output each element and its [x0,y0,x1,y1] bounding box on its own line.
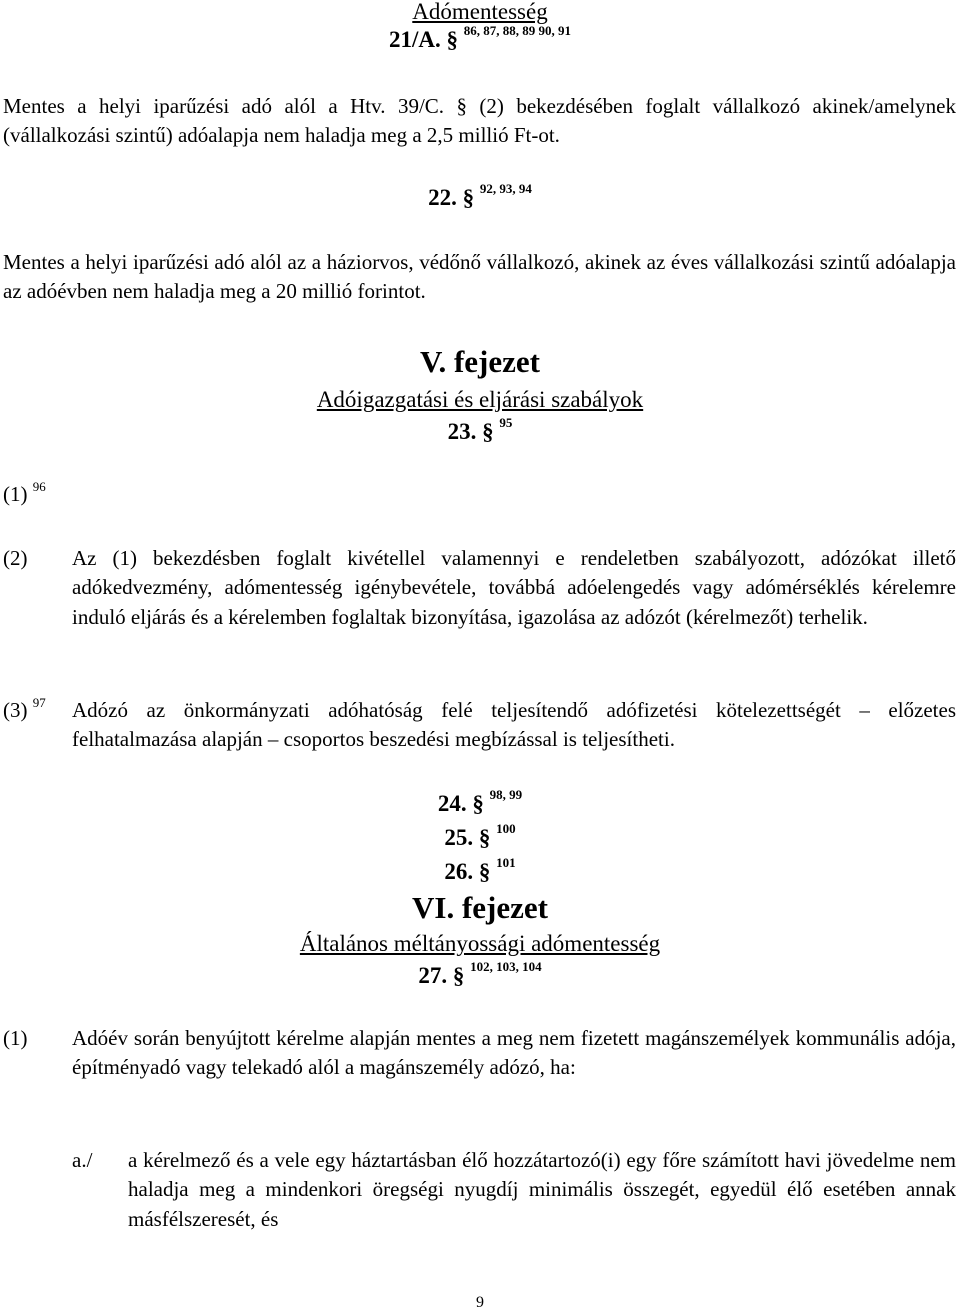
section-heading-25 [0,822,960,854]
footnote-refs: 92, 93, 94 [479,181,532,196]
paragraph-27-1-text: Adóév során benyújtott kérelme alapján mentes a meg nem fizetett magánszemélyek kommunális adója, építményadó vagy telekadó alól a magánszemély adózó, ha: [72,1026,956,1080]
section-label: 21/A. § [389,27,458,52]
section-heading-22 [0,182,960,214]
paragraph-1-number [3,480,46,509]
paragraph-3-text: Adózó az önkormányzati adóhatóság felé teljesítendő adófizetési kötelezettségét – előzetes felhatalmazása alapján – csoportos beszedési megbízással is teljesítheti. [72,698,956,752]
paragraph-27-1-number: (1) [3,1026,28,1050]
section-heading-21a [0,24,960,56]
section-label: 22. § [428,185,475,210]
section-label: 23. § [447,419,494,444]
paragraph-2-number: (2) [3,546,28,570]
footnote-ref: 97 [32,695,46,710]
page-number: 9 [476,1294,484,1311]
footnote-refs: 102, 103, 104 [470,959,542,974]
footnote-refs: 98, 99 [489,787,523,802]
paragraph-3-number [3,696,46,725]
chapter-vi-title: VI. fejezet [412,890,548,925]
section-heading-24 [0,788,960,820]
footnote-refs: 101 [496,855,516,870]
chapter-v-subtitle: Adóigazgatási és eljárási szabályok [316,387,644,412]
paragraph-2-text: Az (1) bekezdésben foglalt kivétellel valamennyi e rendeletben szabályozott, adózókat illető adókedvezmény, adómentesség igénybevétele, továbbá adóelengedés vagy adómérséklés kérelemre induló eljárás és a kérelemben foglaltak bizonyítása, igazolása az adózót (kérelmezőt) terhelik. [72,546,956,629]
footnote-refs: 86, 87, 88, 89 90, 91 [463,23,571,38]
section-label: 27. § [418,963,465,988]
section-title-adomentesseg: Adómentesség [412,0,548,24]
section-heading-26 [0,856,960,888]
section-label: 26. § [444,859,491,884]
paragraph-number: (1) [3,482,28,506]
section-label: 25. § [444,825,491,850]
section-label: 24. § [437,791,484,816]
list-item-label: a./ [72,1148,93,1172]
footnote-ref: 96 [32,479,46,494]
list-item-text: a kérelmező és a vele egy háztartásban élő hozzátartozó(i) egy főre számított havi jövedelme nem haladja meg a mindenkori öregségi nyugdíj minimális összegét, egyedül élő esetében annak másfélszeresét, és [128,1148,956,1231]
paragraph-number: (3) [3,698,28,722]
paragraph-21a: Mentes a helyi iparűzési adó alól a Htv. 39/C. § (2) bekezdésében foglalt vállalkozó akinek/amelynek (vállalkozási szintű) adóalapja nem haladja meg a 2,5 millió Ft-ot. [3,94,956,148]
chapter-vi-subtitle: Általános méltányossági adómentesség [299,931,661,956]
footnote-refs: 95 [499,415,513,430]
section-heading-23 [0,416,960,448]
section-heading-27 [0,960,960,992]
footnote-refs: 100 [496,821,516,836]
paragraph-22: Mentes a helyi iparűzési adó alól az a háziorvos, védőnő vállalkozó, akinek az éves vállalkozási szintű adóalapja az adóévben nem haladja meg a 20 millió forintot. [3,250,956,304]
chapter-v-title: V. fejezet [420,344,540,379]
